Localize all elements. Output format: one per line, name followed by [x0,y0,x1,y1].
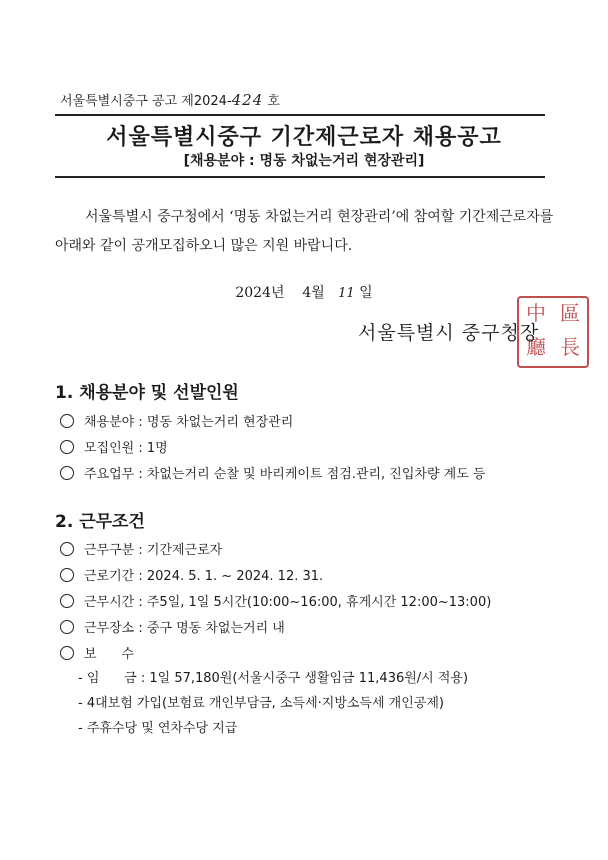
seal-char: 長 [560,335,580,359]
page-title: 서울특별시중구 기간제근로자 채용공고 [106,125,502,150]
date-month: 4월 [302,285,325,301]
title-bottom-rule [55,176,545,178]
notice-suffix: 호 [263,94,280,109]
circle-bullet-icon [60,466,74,480]
notice-prefix: 서울특별시중구 공고 제2024- [60,94,232,109]
circle-bullet-icon [60,620,74,634]
circle-bullet-icon [60,594,74,608]
title-top-rule [55,114,545,116]
date-year: 2024년 [235,285,285,301]
notice-handwritten-number: 424 [231,91,264,109]
list-item: 주요업무 : 차없는거리 순찰 및 바리케이트 점검.관리, 진입차량 계도 등 [60,463,485,482]
section2-heading: 2. 근무조건 [55,512,145,532]
list-item: 모집인원 : 1명 [60,437,168,456]
circle-bullet-icon [60,440,74,454]
section1-heading: 1. 채용분야 및 선발인원 [55,383,239,403]
list-item: 근무시간 : 주5일, 1일 5시간(10:00~16:00, 휴게시간 12:00~13:00) [60,591,491,610]
list-item: 채용분야 : 명동 차없는거리 현장관리 [60,411,293,430]
sub-list-item: - 임 금 : 1일 57,180원(서울시중구 생활임금 11,436원/시 적용) [78,671,469,686]
intro-paragraph: 서울특별시 중구청에서 ‘명동 차없는거리 현장관리’에 참여할 기간제근로자를 아래와 같이 공개모집하오니 많은 지원 바랍니다. [55,209,554,254]
sub-list-item: - 주휴수당 및 연차수당 지급 [78,721,238,736]
circle-bullet-icon [60,568,74,582]
page-subtitle: [채용분야 : 명동 차없는거리 현장관리] [183,153,425,169]
list-item: 보 수 [60,643,134,662]
date-day-unit: 일 [359,285,373,301]
circle-bullet-icon [60,542,74,556]
list-item: 근무장소 : 중구 명동 차없는거리 내 [60,617,285,636]
circle-bullet-icon [60,646,74,660]
seal-char: 廳 [526,335,546,359]
seal-char: 中 [526,301,546,325]
notice-number [60,90,280,109]
issuer-name: 서울특별시 중구청장 [358,322,540,344]
seal-char: 區 [560,301,580,325]
circle-bullet-icon [60,414,74,428]
date-day: 11 [338,286,355,301]
list-item: 근무구분 : 기간제근로자 [60,539,222,558]
list-item: 근로기간 : 2024. 5. 1. ~ 2024. 12. 31. [60,565,323,584]
sub-list-item: - 4대보험 가입(보험료 개인부담금, 소득세·지방소득세 개인공제) [78,696,444,711]
